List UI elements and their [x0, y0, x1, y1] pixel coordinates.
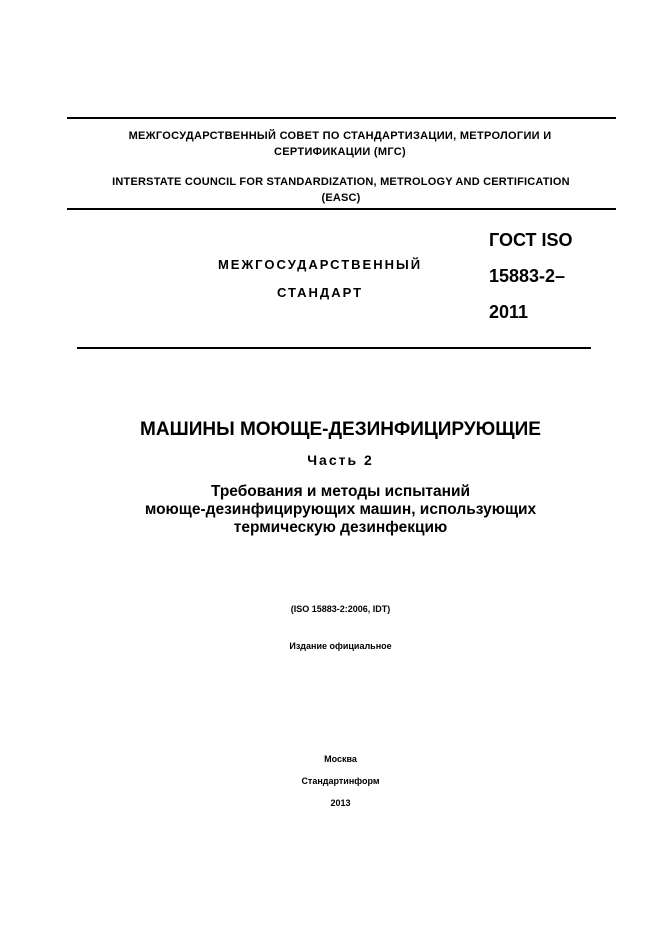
iso-reference: (ISO 15883-2:2006, IDT): [290, 604, 391, 614]
header-divider-rule: [67, 208, 616, 210]
council-ru-line-2: СЕРТИФИКАЦИИ (МГС): [274, 146, 406, 158]
council-name-russian: [80, 128, 600, 160]
document-part: Часть 2: [307, 452, 374, 468]
document-title: МАШИНЫ МОЮЩЕ-ДЕЗИНФИЦИРУЮЩИЕ: [140, 419, 541, 440]
imprint-city: Москва: [324, 754, 357, 764]
subtitle-line-2: моюще-дезинфицирующих машин, использующих: [144, 501, 537, 518]
document-subtitle: [60, 483, 621, 537]
standard-type-line-2: СТАНДАРТ: [276, 285, 364, 300]
council-name-english: [68, 174, 614, 206]
imprint-publisher: Стандартинформ: [301, 776, 380, 786]
standard-number-line-1: ГОСТ ISO: [489, 230, 573, 250]
standard-type-line-1: МЕЖГОСУДАРСТВЕННЫЙ: [217, 257, 423, 272]
imprint-year: 2013: [330, 798, 351, 808]
standard-number-line-2: 15883-2–: [489, 266, 566, 286]
standard-type: [190, 251, 450, 307]
edition-label: Издание официальное: [289, 641, 392, 651]
standard-divider-rule: [77, 347, 591, 349]
standard-number: [489, 222, 649, 330]
subtitle-line-1: Требования и методы испытаний: [210, 483, 471, 500]
council-ru-line-1: МЕЖГОСУДАРСТВЕННЫЙ СОВЕТ ПО СТАНДАРТИЗАЦИИ, МЕТРОЛОГИИ И: [128, 130, 552, 142]
standard-number-line-3: 2011: [489, 302, 529, 322]
subtitle-line-3: термическую дезинфекцию: [233, 519, 448, 536]
council-en-line-1: INTERSTATE COUNCIL FOR STANDARDIZATION, METROLOGY AND CERTIFICATION: [112, 176, 570, 188]
council-en-line-2: (EASC): [321, 192, 361, 204]
top-rule: [67, 117, 616, 119]
